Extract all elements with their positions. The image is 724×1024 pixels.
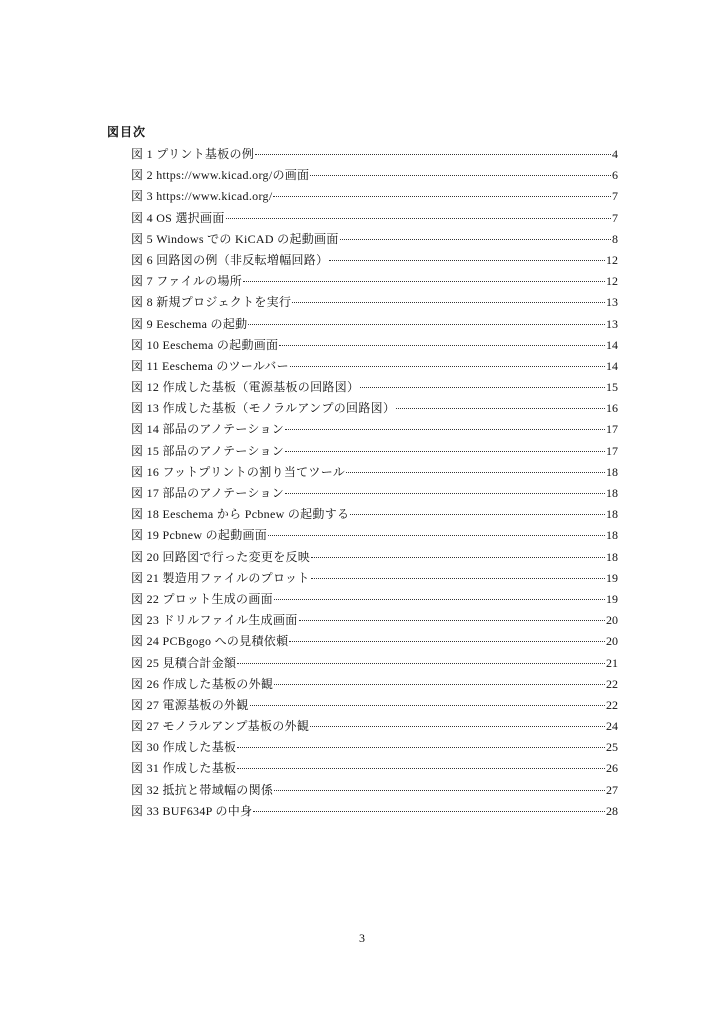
toc-entry[interactable] bbox=[131, 314, 618, 335]
list-of-figures-title: 図目次 bbox=[107, 125, 147, 139]
toc-entry-label: 図 31 作成した基板 bbox=[131, 761, 237, 776]
toc-entry-label: 図 1 プリント基板の例 bbox=[131, 147, 255, 161]
toc-entry-label: 図 24 PCBgogo への見積依頼 bbox=[131, 634, 289, 649]
toc-entry-label: 図 12 作成した基板（電源基板の回路図） bbox=[131, 380, 360, 395]
dot-leader bbox=[237, 768, 605, 769]
toc-entry-label: 図 5 Windows での KiCAD の起動画面 bbox=[131, 231, 339, 246]
toc-entry-label: 図 25 見積合計金額 bbox=[131, 655, 237, 670]
toc-entry-page: 25 bbox=[606, 740, 618, 755]
toc-entry-page: 18 bbox=[606, 464, 618, 479]
toc-entry-page: 4 bbox=[612, 147, 618, 161]
list-of-figures bbox=[131, 144, 618, 822]
toc-entry-page: 21 bbox=[606, 655, 618, 670]
toc-entry-label: 図 21 製造用ファイルのプロット bbox=[131, 570, 310, 585]
dot-leader bbox=[292, 302, 605, 303]
dot-leader bbox=[285, 451, 605, 452]
toc-entry[interactable] bbox=[131, 462, 618, 483]
toc-entry-label: 図 4 OS 選択画面 bbox=[131, 210, 225, 225]
dot-leader bbox=[311, 578, 605, 579]
dot-leader bbox=[279, 345, 605, 346]
dot-leader bbox=[311, 557, 605, 558]
dot-leader bbox=[360, 387, 605, 388]
toc-entry-page: 22 bbox=[606, 697, 618, 712]
dot-leader bbox=[255, 154, 611, 155]
toc-entry-label: 図 9 Eeschema の起動 bbox=[131, 316, 248, 331]
toc-entry[interactable] bbox=[131, 525, 618, 546]
toc-entry[interactable] bbox=[131, 165, 618, 186]
toc-entry-label: 図 11 Eeschema のツールバー bbox=[131, 358, 289, 373]
dot-leader bbox=[243, 281, 605, 282]
dot-leader bbox=[396, 408, 605, 409]
toc-entry-label: 図 20 回路図で行った変更を反映 bbox=[131, 549, 311, 564]
dot-leader bbox=[237, 747, 605, 748]
toc-entry-page: 26 bbox=[606, 761, 618, 776]
toc-entry-page: 20 bbox=[606, 613, 618, 628]
toc-entry-page: 15 bbox=[606, 380, 618, 395]
toc-entry-label: 図 14 部品のアノテーション bbox=[131, 422, 285, 437]
dot-leader bbox=[346, 472, 605, 473]
dot-leader bbox=[310, 175, 611, 176]
toc-entry[interactable] bbox=[131, 144, 618, 165]
toc-entry[interactable] bbox=[131, 737, 618, 758]
toc-entry-page: 18 bbox=[606, 507, 618, 522]
toc-entry-label: 図 2 https://www.kicad.org/の画面 bbox=[131, 168, 310, 183]
toc-entry-label: 図 13 作成した基板（モノラルアンプの回路図） bbox=[131, 401, 396, 416]
toc-entry[interactable] bbox=[131, 695, 618, 716]
toc-entry-label: 図 18 Eeschema から Pcbnew の起動する bbox=[131, 507, 350, 522]
toc-entry[interactable] bbox=[131, 589, 618, 610]
toc-entry-label: 図 22 プロット生成の画面 bbox=[131, 591, 273, 606]
toc-entry-label: 図 27 モノラルアンプ基板の外観 bbox=[131, 719, 310, 734]
toc-entry-page: 20 bbox=[606, 634, 618, 649]
dot-leader bbox=[226, 218, 611, 219]
toc-entry-label: 図 30 作成した基板 bbox=[131, 740, 237, 755]
dot-leader bbox=[285, 493, 605, 494]
toc-entry-page: 19 bbox=[606, 591, 618, 606]
dot-leader bbox=[248, 324, 605, 325]
toc-entry-page: 13 bbox=[606, 295, 618, 310]
toc-entry-page: 24 bbox=[606, 719, 618, 734]
dot-leader bbox=[289, 641, 605, 642]
toc-entry-page: 18 bbox=[606, 549, 618, 564]
toc-entry-label: 図 15 部品のアノテーション bbox=[131, 443, 285, 458]
toc-entry[interactable] bbox=[131, 758, 618, 779]
dot-leader bbox=[253, 811, 605, 812]
toc-entry[interactable] bbox=[131, 335, 618, 356]
toc-entry[interactable] bbox=[131, 610, 618, 631]
toc-entry-page: 17 bbox=[606, 422, 618, 437]
toc-entry-label: 図 33 BUF634P の中身 bbox=[131, 803, 253, 818]
dot-leader bbox=[285, 429, 605, 430]
dot-leader bbox=[299, 620, 605, 621]
toc-entry-label: 図 16 フットプリントの割り当てツール bbox=[131, 464, 346, 479]
toc-entry-label: 図 6 回路図の例（非反転増幅回路） bbox=[131, 252, 329, 267]
toc-entry-label: 図 17 部品のアノテーション bbox=[131, 486, 285, 500]
dot-leader bbox=[273, 196, 611, 197]
toc-entry-label: 図 3 https://www.kicad.org/ bbox=[131, 189, 273, 204]
toc-entry-page: 7 bbox=[612, 189, 618, 204]
page-number: 3 bbox=[359, 931, 365, 945]
toc-entry[interactable] bbox=[131, 568, 618, 589]
toc-entry-label: 図 7 ファイルの場所 bbox=[131, 274, 243, 289]
toc-entry-page: 12 bbox=[606, 252, 618, 267]
toc-entry[interactable] bbox=[131, 377, 618, 398]
toc-entry-page: 22 bbox=[606, 676, 618, 691]
dot-leader bbox=[237, 663, 605, 664]
toc-entry-page: 19 bbox=[606, 570, 618, 585]
toc-entry[interactable] bbox=[131, 356, 618, 377]
toc-entry-page: 6 bbox=[612, 168, 618, 183]
toc-entry-page: 27 bbox=[606, 782, 618, 797]
dot-leader bbox=[274, 684, 605, 685]
toc-entry-page: 13 bbox=[606, 316, 618, 331]
toc-entry-label: 図 23 ドリルファイル生成画面 bbox=[131, 613, 298, 628]
toc-entry-label: 図 32 抵抗と帯域幅の関係 bbox=[131, 782, 274, 797]
toc-entry[interactable] bbox=[131, 547, 618, 568]
toc-entry[interactable] bbox=[131, 208, 618, 229]
toc-entry[interactable] bbox=[131, 398, 618, 419]
toc-entry[interactable] bbox=[131, 292, 618, 313]
toc-entry[interactable] bbox=[131, 801, 618, 822]
toc-entry-page: 8 bbox=[612, 231, 618, 246]
toc-entry-page: 14 bbox=[606, 337, 618, 352]
dot-leader bbox=[274, 790, 605, 791]
toc-entry[interactable] bbox=[131, 186, 618, 207]
dot-leader bbox=[274, 599, 605, 600]
dot-leader bbox=[290, 366, 605, 367]
toc-entry[interactable] bbox=[131, 780, 618, 801]
toc-entry-page: 18 bbox=[606, 528, 618, 543]
toc-entry-page: 12 bbox=[606, 274, 618, 289]
toc-entry[interactable] bbox=[131, 631, 618, 652]
toc-entry[interactable] bbox=[131, 271, 618, 292]
toc-entry-page: 14 bbox=[606, 358, 618, 373]
dot-leader bbox=[329, 260, 605, 261]
toc-entry-page: 7 bbox=[612, 210, 618, 225]
toc-entry-label: 図 10 Eeschema の起動画面 bbox=[131, 337, 279, 352]
toc-entry-page: 17 bbox=[606, 443, 618, 458]
toc-entry-label: 図 27 電源基板の外観 bbox=[131, 697, 249, 712]
toc-entry-label: 図 19 Pcbnew の起動画面 bbox=[131, 528, 268, 543]
toc-entry[interactable] bbox=[131, 229, 618, 250]
toc-entry[interactable] bbox=[131, 483, 618, 504]
toc-entry-label: 図 26 作成した基板の外観 bbox=[131, 676, 274, 691]
toc-entry[interactable] bbox=[131, 504, 618, 525]
toc-entry[interactable] bbox=[131, 419, 618, 440]
toc-entry[interactable] bbox=[131, 674, 618, 695]
dot-leader bbox=[350, 514, 605, 515]
toc-entry[interactable] bbox=[131, 441, 618, 462]
toc-entry-page: 28 bbox=[606, 803, 618, 818]
dot-leader bbox=[340, 239, 611, 240]
toc-entry[interactable] bbox=[131, 716, 618, 737]
toc-entry[interactable] bbox=[131, 653, 618, 674]
toc-entry-label: 図 8 新規プロジェクトを実行 bbox=[131, 295, 292, 310]
toc-entry[interactable] bbox=[131, 250, 618, 271]
toc-entry-page: 16 bbox=[606, 401, 618, 416]
dot-leader bbox=[250, 705, 605, 706]
dot-leader bbox=[310, 726, 605, 727]
toc-entry-page: 18 bbox=[606, 486, 618, 500]
dot-leader bbox=[268, 535, 605, 536]
